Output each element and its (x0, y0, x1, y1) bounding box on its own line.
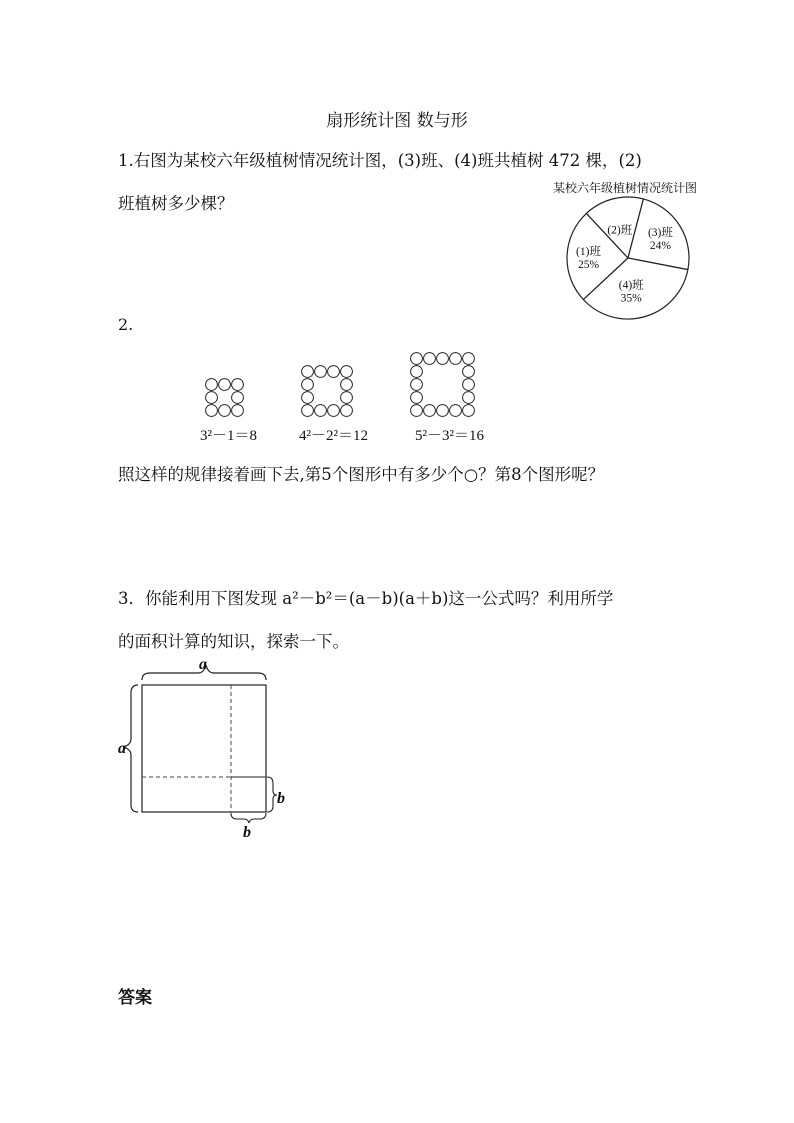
figure-formula: 5²－3²＝16 (415, 428, 484, 444)
pattern-circle (232, 379, 244, 391)
pattern-circle (411, 353, 423, 365)
pie-slice-name: (1)班 (576, 245, 601, 258)
pie-slice-percent: 25% (577, 258, 600, 271)
right-brace (267, 777, 277, 812)
figure-formula: 3²－1＝8 (200, 428, 257, 444)
pattern-circle (315, 366, 327, 378)
pattern-circle (424, 405, 436, 417)
pie-slice-name: (3)班 (647, 227, 673, 240)
question-3-text-line1: 3．你能利用下图发现 a²－b²＝(a－b)(a＋b)这一公式吗？利用所学 (118, 589, 614, 608)
bottom-brace (231, 813, 266, 823)
pattern-circle (328, 366, 340, 378)
pattern-circle (219, 379, 231, 391)
pattern-circle (302, 392, 314, 404)
pattern-circle (450, 353, 462, 365)
pattern-circle (463, 366, 475, 378)
label-right-b: b (277, 790, 285, 807)
label-top-a: a (199, 656, 207, 673)
pie-chart (560, 195, 700, 335)
pattern-circle (206, 392, 218, 404)
question-1-text-line2: 班植树多少棵？ (118, 194, 234, 213)
pattern-circle (411, 392, 423, 404)
pie-slice-name: (4)班 (618, 279, 644, 292)
square-diagram (110, 655, 310, 845)
question-2-number: 2. (118, 315, 134, 334)
pattern-circle (341, 366, 353, 378)
answer-heading: 答案 (118, 988, 152, 1008)
pattern-circle (302, 379, 314, 391)
pie-slice-percent: 35% (620, 292, 642, 305)
question-2-text: 照这样的规律接着画下去,第5个图形中有多少个○？第8个图形呢？ (118, 465, 605, 484)
question-1-text-line1: 1.右图为某校六年级植树情况统计图，(3)班、(4)班共植树 472 棵，(2) (118, 151, 642, 170)
pattern-circle (437, 405, 449, 417)
pattern-circle (463, 392, 475, 404)
pattern-circle (341, 379, 353, 391)
pattern-circle (315, 405, 327, 417)
pattern-circle (302, 366, 314, 378)
circle-pattern-figures (195, 345, 505, 445)
pattern-circle (232, 392, 244, 404)
pattern-circle (463, 353, 475, 365)
question-3-text-line2: 的面积计算的知识，探索一下。 (118, 632, 349, 651)
pie-slice-percent: 24% (649, 240, 671, 253)
pattern-circle (206, 405, 218, 417)
pattern-circle (411, 379, 423, 391)
pattern-circle (463, 379, 475, 391)
pattern-circle (411, 405, 423, 417)
pattern-circle (424, 353, 436, 365)
pattern-circle (437, 353, 449, 365)
outer-square (142, 685, 266, 812)
small-square-edge (231, 777, 266, 812)
pattern-circle (463, 405, 475, 417)
label-left-a: a (118, 740, 126, 757)
pie-chart-title: 某校六年级植树情况统计图 (552, 181, 697, 195)
pattern-circle (219, 405, 231, 417)
pattern-circle (328, 405, 340, 417)
pattern-circle (341, 405, 353, 417)
pattern-circle (411, 366, 423, 378)
pattern-circle (232, 405, 244, 417)
figure-formula: 4²－2²＝12 (299, 428, 368, 444)
page-title: 扇形统计图 数与形 (326, 111, 468, 131)
pattern-circle (341, 392, 353, 404)
pattern-circle (206, 379, 218, 391)
label-bottom-b: b (243, 824, 251, 841)
pie-slice-name: (2)班 (607, 224, 633, 237)
pattern-circle (302, 405, 314, 417)
pattern-circle (450, 405, 462, 417)
